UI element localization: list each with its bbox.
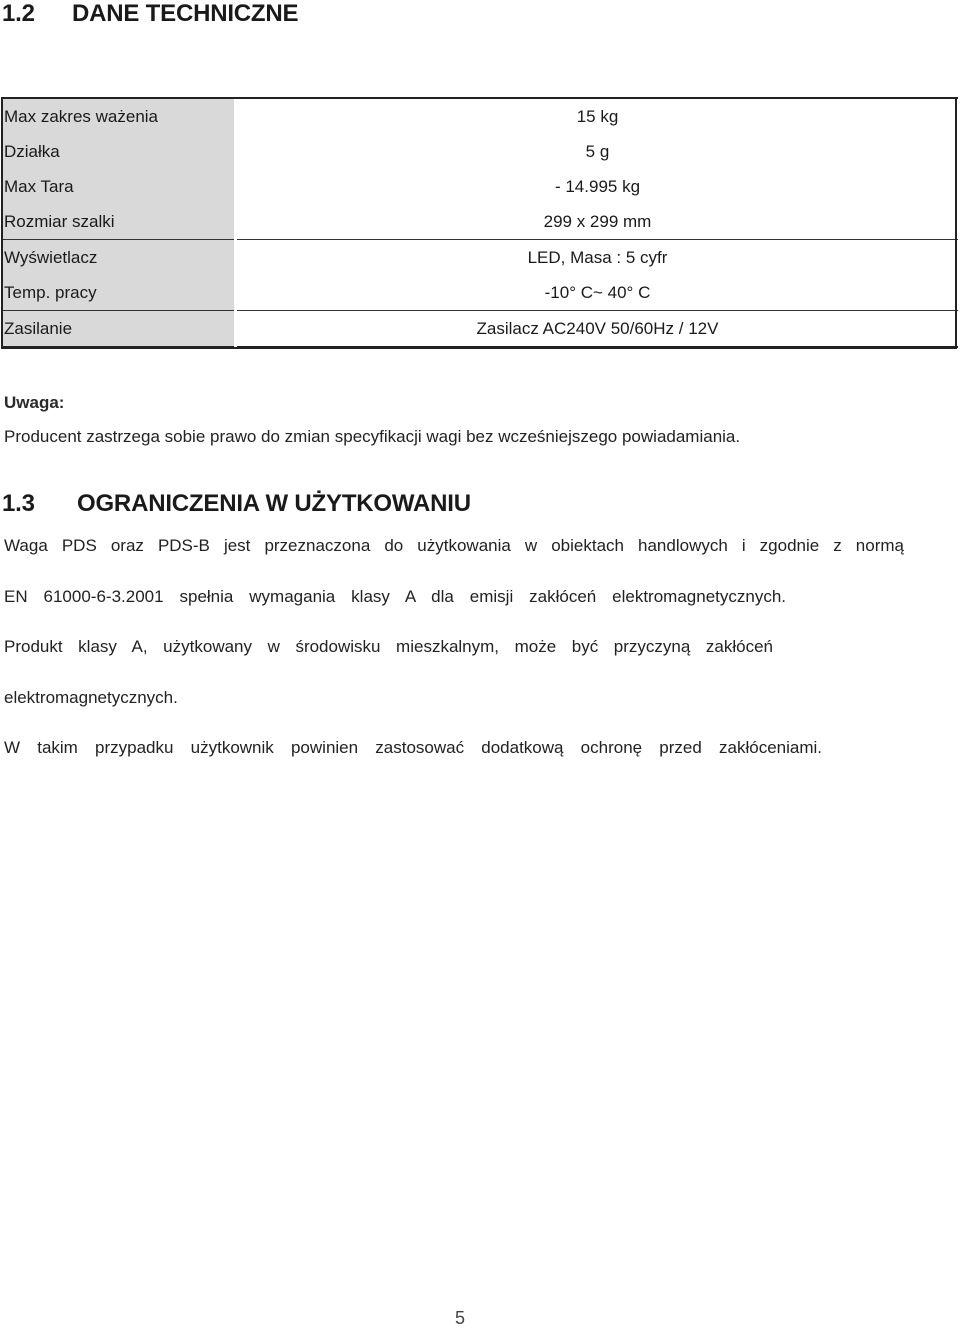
table-row [2, 169, 958, 204]
section-number: 1.3 [2, 490, 35, 517]
table-row [2, 240, 958, 276]
spec-value: 5 g [236, 134, 959, 169]
technical-specifications-table [2, 97, 958, 348]
spec-label: Temp. pracy [2, 275, 236, 311]
spec-value: 15 kg [236, 98, 959, 134]
table-row [2, 204, 958, 240]
section-title: DANE TECHNICZNE [72, 0, 299, 27]
spec-value: - 14.995 kg [236, 169, 959, 204]
page-number: 5 [455, 1308, 466, 1328]
table-row [2, 311, 958, 348]
spec-label: Działka [2, 134, 236, 169]
spec-value: Zasilacz AC240V 50/60Hz / 12V [236, 311, 959, 348]
spec-label: Wyświetlacz [2, 240, 236, 276]
note-text: Producent zastrzega sobie prawo do zmian specyfikacji wagi bez wcześniejszego powiadamiania. [4, 427, 741, 446]
table-row [2, 275, 958, 311]
spec-value: -10° C~ 40° C [236, 275, 959, 311]
spec-value: LED, Masa : 5 cyfr [236, 240, 959, 276]
section-heading-1-2 [2, 0, 298, 28]
section-number: 1.2 [2, 0, 35, 27]
section-heading-1-3 [2, 490, 471, 518]
spec-label: Rozmiar szalki [2, 204, 236, 240]
paragraph-line: EN 61000-6-3.2001 spełnia wymagania klasy A dla emisji zakłóceń elektromagnetycznych. [4, 587, 786, 606]
section-title: OGRANICZENIA W UŻYTKOWANIU [77, 490, 471, 517]
spec-value: 299 x 299 mm [236, 204, 959, 240]
table-row [2, 98, 958, 134]
paragraph-line: W takim przypadku użytkownik powinien zastosować dodatkową ochronę przed zakłóceniami. [4, 738, 822, 757]
paragraph-line: elektromagnetycznych. [4, 688, 178, 707]
spec-label: Zasilanie [2, 311, 236, 348]
paragraph-line: Waga PDS oraz PDS-B jest przeznaczona do użytkowania w obiektach handlowych i zgodnie z normą [4, 536, 904, 555]
paragraph-line: Produkt klasy A, użytkowany w środowisku mieszkalnym, może być przyczyną zakłóceń [4, 637, 773, 656]
spec-label: Max Tara [2, 169, 236, 204]
note-label: Uwaga: [4, 393, 65, 412]
table-row [2, 134, 958, 169]
spec-label: Max zakres ważenia [2, 98, 236, 134]
